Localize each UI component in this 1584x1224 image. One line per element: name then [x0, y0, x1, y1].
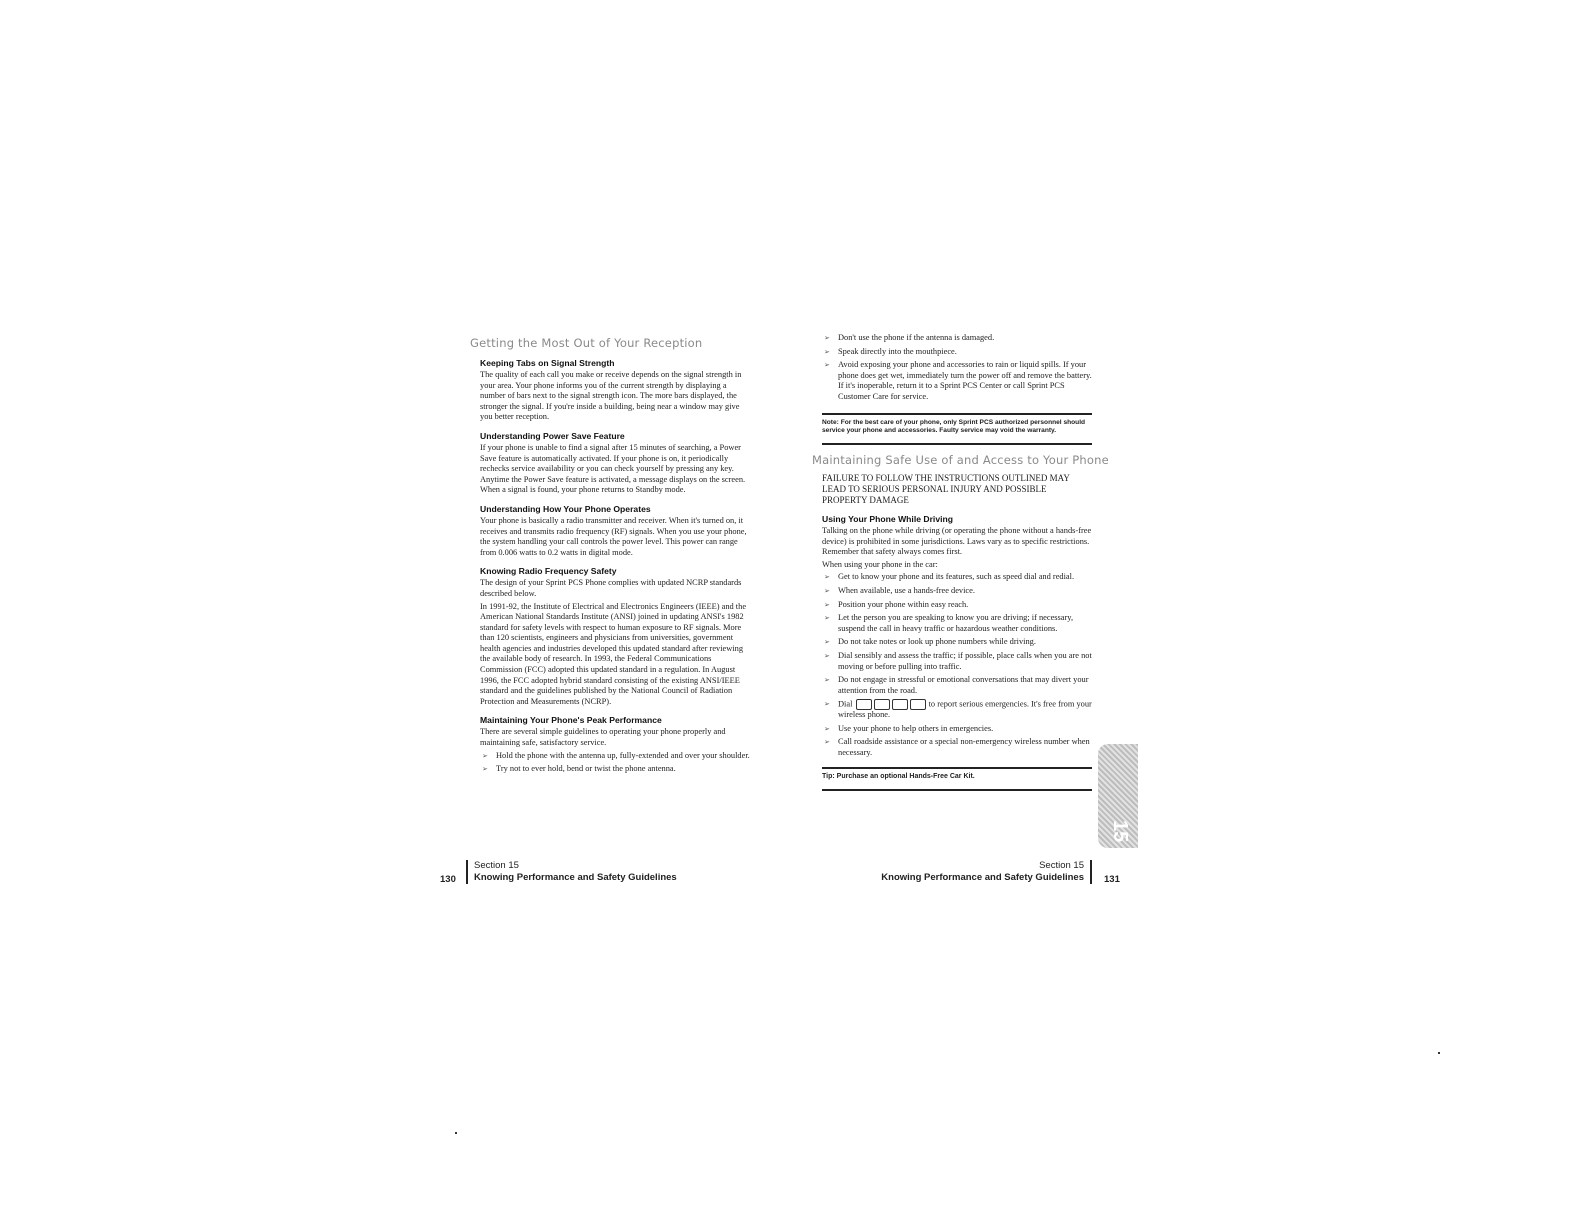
- tip-box: [822, 767, 1092, 792]
- warning-text: FAILURE TO FOLLOW THE INSTRUCTIONS OUTLINED MAY LEAD TO SERIOUS PERSONAL INJURY AND POSSIBLE PROPERTY DAMAGE: [822, 472, 1070, 505]
- heading-phone-operates: Understanding How Your Phone Operates: [480, 503, 651, 514]
- list-item: [822, 572, 1092, 583]
- right-page-content: [812, 333, 1109, 791]
- key-nine-icon: [856, 699, 872, 710]
- list-item: [822, 347, 1092, 358]
- key-talk-icon: [910, 699, 926, 710]
- list-item-text: Get to know your phone and its features, such as speed dial and redial.: [838, 572, 1075, 582]
- peak-performance-list: [480, 751, 750, 775]
- paragraph-rf-safety-1: The design of your Sprint PCS Phone complies with updated NCRP standards described below.: [480, 578, 742, 598]
- footer-right: [881, 860, 1092, 884]
- dial-suffix: to report serious emergencies. It's free from your wireless phone.: [838, 699, 1092, 720]
- paragraph-signal-strength: The quality of each call you make or receive depends on the signal strength in your area. Your phone informs you of the current strength by displaying a number of bars next to the signal strength icon. The more bars displayed, the stronger the signal. If you're inside a building, being near a window may give you better reception.: [480, 370, 742, 422]
- page-number-left: 130: [440, 874, 456, 885]
- footer-left: [466, 860, 677, 884]
- list-item: [822, 600, 1092, 611]
- footer-chapter-title: Knowing Performance and Safety Guidelines: [881, 872, 1084, 883]
- antenna-care-list: [822, 333, 1092, 403]
- arrow-bullet-icon: ➢: [824, 600, 830, 609]
- heading-driving: Using Your Phone While Driving: [822, 513, 953, 524]
- list-item: [822, 613, 1092, 634]
- arrow-bullet-icon: ➢: [824, 700, 830, 709]
- arrow-bullet-icon: ➢: [824, 638, 830, 647]
- heading-power-save: Understanding Power Save Feature: [480, 430, 625, 441]
- arrow-bullet-icon: ➢: [824, 361, 830, 370]
- list-item-text: When available, use a hands-free device.: [838, 585, 975, 595]
- paragraph-driving-intro: When using your phone in the car:: [822, 559, 938, 569]
- paragraph-rf-safety-2: In 1991-92, the Institute of Electrical and Electronics Engineers (IEEE) and the American National Standards Institute (ANSI) joined in updating ANSI's 1982 standard for safety levels with respect to human exposure to RF signals. More than 120 scientists, engineers and physicians from universities, government health agencies and industries developed this updated standard after reviewing the available body of research. In 1993, the Federal Communications Commission (FCC) adopted this updated standard in a regulation. In August 1996, the FCC adopted hybrid standard consisting of the existing ANSI/IEEE standard and the guidelines published by the National Council of Radiation Protection and Measurements (NCRP).: [480, 601, 747, 706]
- list-item: [822, 651, 1092, 672]
- arrow-bullet-icon: ➢: [824, 676, 830, 685]
- list-item-dial: [822, 699, 1092, 721]
- list-item: [822, 586, 1092, 597]
- key-one-icon: [892, 699, 908, 710]
- section-tab-number: 15: [1109, 819, 1131, 842]
- arrow-bullet-icon: ➢: [482, 765, 488, 774]
- list-item: [822, 675, 1092, 696]
- paragraph-driving: Talking on the phone while driving (or operating the phone without a hands-free device) is prohibited in some jurisdictions. Laws vary as to specific restrictions. Remember that safety always comes first.: [822, 525, 1092, 557]
- left-page-content: [470, 336, 750, 778]
- footer-section-label: Section 15: [1039, 860, 1084, 871]
- list-item-text: Avoid exposing your phone and accessories to rain or liquid spills. If your phone does get wet, immediately turn the power off and remove the battery. If it's inoperable, return it to a Sprint PCS Center or call Sprint PCS Customer Care for service.: [838, 360, 1092, 401]
- scan-speck: [455, 1132, 457, 1134]
- tip-text: [822, 772, 1092, 783]
- list-item-text: Use your phone to help others in emergencies.: [838, 723, 994, 733]
- list-item: [822, 737, 1092, 758]
- list-item-text: Speak directly into the mouthpiece.: [838, 346, 957, 356]
- arrow-bullet-icon: ➢: [824, 347, 830, 356]
- list-item-text: Try not to ever hold, bend or twist the phone antenna.: [496, 764, 676, 774]
- tip-label: Tip:: [822, 772, 835, 780]
- note-text: [822, 419, 1092, 435]
- list-item-text: Dial sensibly and assess the traffic; if possible, place calls when you are not moving or before pulling into traffic.: [838, 650, 1092, 671]
- tip-body: Purchase an optional Hands-Free Car Kit.: [836, 772, 975, 780]
- arrow-bullet-icon: ➢: [824, 334, 830, 342]
- paragraph-peak-performance: There are several simple guidelines to operating your phone properly and maintaining safe, satisfactory service.: [480, 727, 726, 748]
- heading-rf-safety: Knowing Radio Frequency Safety: [480, 566, 617, 577]
- arrow-bullet-icon: ➢: [824, 738, 830, 747]
- note-body: For the best care of your phone, only Sprint PCS authorized personnel should service your phone and accessories. Faulty service may void the warranty.: [822, 418, 1086, 434]
- arrow-bullet-icon: ➢: [824, 724, 830, 733]
- paragraph-phone-operates: Your phone is basically a radio transmitter and receiver. When it's turned on, it receives and transmits radio frequency (RF) signals. When you use your phone, the system handling your call controls the power level. This power can range from 0.006 watts to 0.2 watts in digital mode.: [480, 515, 747, 557]
- footer-chapter-title: Knowing Performance and Safety Guidelines: [474, 872, 677, 883]
- note-box: [822, 413, 1092, 445]
- list-item-text: Don't use the phone if the antenna is damaged.: [838, 333, 995, 342]
- list-item: [822, 360, 1092, 402]
- heading-signal-strength: Keeping Tabs on Signal Strength: [480, 358, 615, 368]
- section-tab-marker: [1098, 744, 1138, 848]
- list-item-text: Do not take notes or look up phone numbers while driving.: [838, 637, 1036, 647]
- heading-peak-performance: Maintaining Your Phone's Peak Performance: [480, 715, 662, 726]
- list-item-text: Call roadside assistance or a special non-emergency wireless number when necessary.: [838, 737, 1090, 758]
- section-title-reception: Getting the Most Out of Your Reception: [470, 336, 703, 350]
- driving-tips-list: [822, 572, 1092, 758]
- dial-prefix: Dial: [838, 699, 853, 709]
- scan-speck: [1438, 1052, 1440, 1054]
- arrow-bullet-icon: ➢: [482, 751, 488, 760]
- footer-section-label: Section 15: [474, 860, 519, 871]
- arrow-bullet-icon: ➢: [824, 586, 830, 595]
- list-item: [822, 637, 1092, 648]
- list-item-text: Let the person you are speaking to know you are driving; if necessary, suspend the call in heavy traffic or hazardous weather conditions.: [838, 613, 1074, 633]
- paragraph-power-save: If your phone is unable to find a signal after 15 minutes of searching, a Power Save feature is automatically activated. If your phone is on, it periodically rechecks service availability or you can check yourself by pressing any key. Anytime the Power Save feature is activated, a message displays on the screen. When a signal is found, your phone returns to Standby mode.: [480, 442, 746, 495]
- page-number-right: 131: [1104, 874, 1120, 885]
- list-item: [480, 764, 750, 775]
- arrow-bullet-icon: ➢: [824, 614, 830, 623]
- list-item: [822, 333, 1092, 344]
- list-item: [822, 724, 1092, 735]
- section-title-safe-use: Maintaining Safe Use of and Access to Your Phone: [812, 452, 1109, 467]
- list-item: [480, 751, 750, 762]
- key-one-icon: [874, 699, 890, 710]
- arrow-bullet-icon: ➢: [824, 651, 830, 660]
- arrow-bullet-icon: ➢: [824, 573, 830, 582]
- list-item-text: Do not engage in stressful or emotional conversations that may divert your attention from the road.: [838, 675, 1089, 695]
- list-item-text: Hold the phone with the antenna up, fully-extended and over your shoulder.: [496, 750, 750, 760]
- note-label: Note:: [822, 418, 839, 426]
- list-item-text: Position your phone within easy reach.: [838, 599, 969, 609]
